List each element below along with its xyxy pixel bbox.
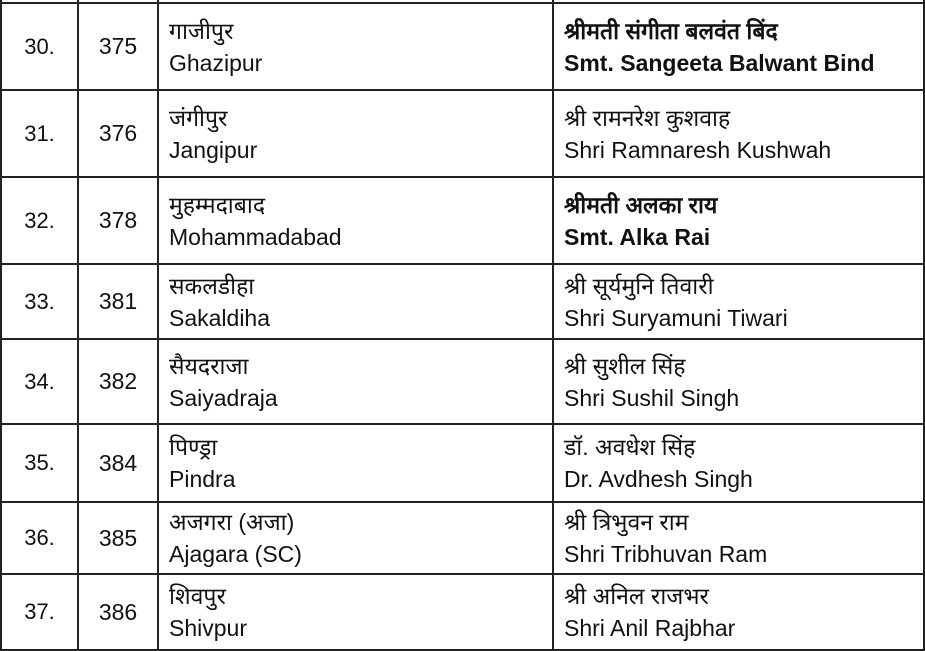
table-row xyxy=(1,574,924,650)
constituency-cell xyxy=(158,339,553,424)
constituency-cell xyxy=(158,502,553,574)
serial-number: 30. xyxy=(1,3,78,90)
candidate-english: Shri Ramnaresh Kushwah xyxy=(564,136,832,163)
table-row xyxy=(1,339,924,424)
constituency-hindi: सकलडीहा xyxy=(169,272,255,299)
table-row xyxy=(1,264,924,339)
constituency-number: 385 xyxy=(78,502,158,574)
candidate-english: Dr. Avdhesh Singh xyxy=(564,466,753,492)
constituency-hindi: शिवपुर xyxy=(169,583,226,609)
table-row xyxy=(1,3,924,90)
constituency-english: Pindra xyxy=(169,466,236,492)
constituency-number: 382 xyxy=(78,339,158,424)
candidate-english: Shri Sushil Singh xyxy=(564,384,740,411)
candidate-cell xyxy=(553,502,924,574)
constituency-number: 378 xyxy=(78,177,158,264)
constituency-english: Shivpur xyxy=(169,615,247,641)
constituency-hindi: सैयदराजा xyxy=(169,352,249,379)
constituency-number: 375 xyxy=(78,3,158,90)
constituency-english: Jangipur xyxy=(169,136,258,163)
constituency-english: Ajagara (SC) xyxy=(169,541,302,567)
constituency-number: 384 xyxy=(78,424,158,502)
serial-number: 35. xyxy=(1,424,78,502)
serial-number: 37. xyxy=(1,574,78,650)
constituency-cell xyxy=(158,264,553,339)
constituency-hindi: मुहम्मदाबाद xyxy=(169,191,266,218)
constituency-hindi: अजगरा (अजा) xyxy=(169,509,295,535)
constituency-hindi: गाजीपुर xyxy=(169,17,234,44)
table-row xyxy=(1,177,924,264)
serial-number: 33. xyxy=(1,264,78,339)
candidate-cell xyxy=(553,574,924,650)
constituency-cell xyxy=(158,424,553,502)
constituency-cell xyxy=(158,177,553,264)
candidate-english: Shri Anil Rajbhar xyxy=(564,615,736,641)
candidate-hindi: श्री सुशील सिंह xyxy=(564,352,686,379)
constituency-number: 386 xyxy=(78,574,158,650)
serial-number: 34. xyxy=(1,339,78,424)
serial-number: 32. xyxy=(1,177,78,264)
table-row xyxy=(1,502,924,574)
candidate-hindi: श्री त्रिभुवन राम xyxy=(564,509,689,535)
constituency-cell xyxy=(158,3,553,90)
candidate-hindi: श्री अनिल राजभर xyxy=(564,583,709,609)
serial-number: 31. xyxy=(1,90,78,177)
constituency-cell xyxy=(158,574,553,650)
candidate-cell xyxy=(553,90,924,177)
table-row xyxy=(1,424,924,502)
candidate-english: Shri Tribhuvan Ram xyxy=(564,541,768,567)
constituency-english: Mohammadabad xyxy=(169,223,342,250)
candidate-cell xyxy=(553,177,924,264)
candidate-english: Shri Suryamuni Tiwari xyxy=(564,304,788,331)
candidate-cell xyxy=(553,339,924,424)
candidate-cell xyxy=(553,264,924,339)
constituency-english: Ghazipur xyxy=(169,49,263,76)
candidate-hindi: श्रीमती अलका राय xyxy=(564,191,718,218)
table-row xyxy=(1,90,924,177)
constituency-hindi: पिण्ड्रा xyxy=(169,434,218,460)
candidate-hindi: श्री सूर्यमुनि तिवारी xyxy=(564,272,714,299)
constituency-number: 376 xyxy=(78,90,158,177)
constituency-cell xyxy=(158,90,553,177)
candidate-hindi: श्री रामनरेश कुशवाह xyxy=(564,104,731,131)
constituency-hindi: जंगीपुर xyxy=(169,104,228,131)
constituency-number: 381 xyxy=(78,264,158,339)
constituency-english: Saiyadraja xyxy=(169,384,278,411)
candidate-english: Smt. Sangeeta Balwant Bind xyxy=(564,49,875,76)
candidate-cell xyxy=(553,3,924,90)
constituency-english: Sakaldiha xyxy=(169,304,271,331)
candidate-hindi: डॉ. अवधेश सिंह xyxy=(564,434,696,460)
serial-number: 36. xyxy=(1,502,78,574)
candidate-cell xyxy=(553,424,924,502)
candidate-hindi: श्रीमती संगीता बलवंत बिंद xyxy=(564,17,778,44)
candidate-english: Smt. Alka Rai xyxy=(564,223,711,250)
